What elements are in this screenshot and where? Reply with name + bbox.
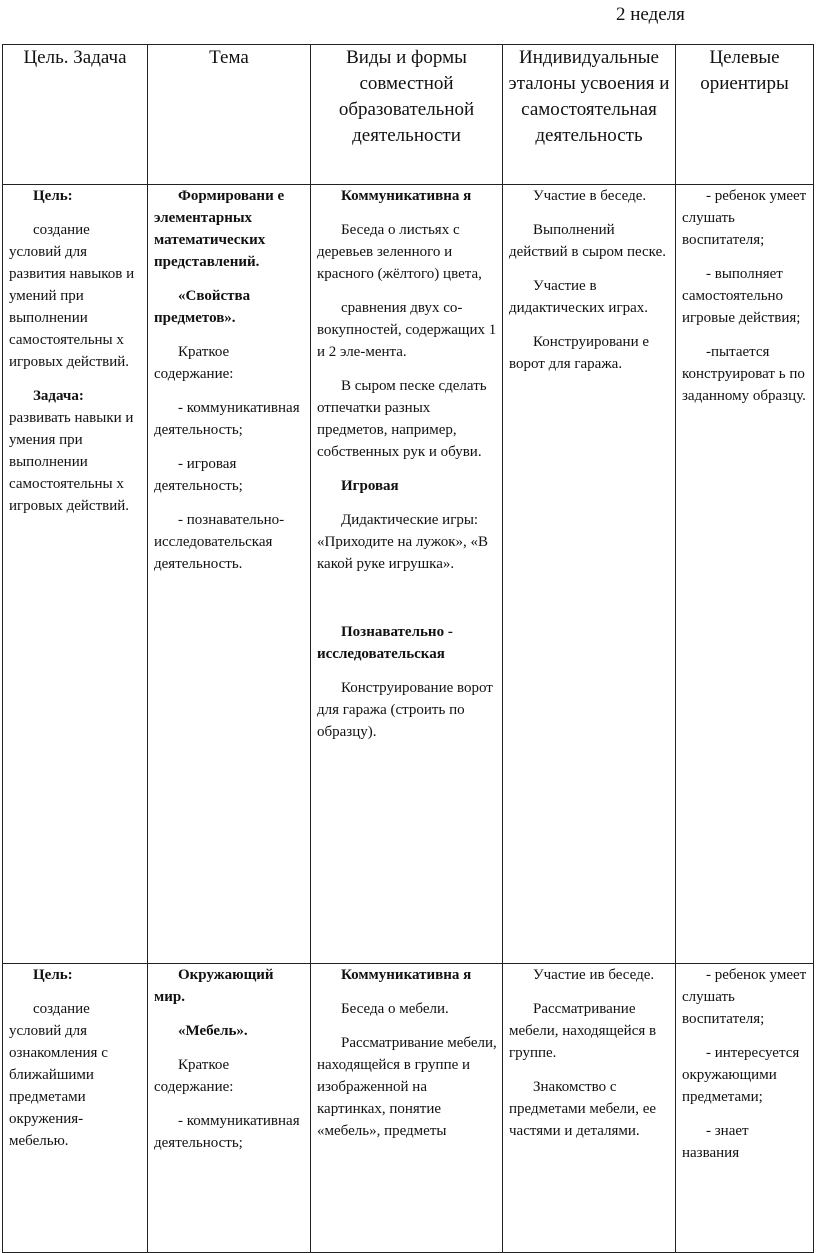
week-label: 2 неделя (616, 4, 685, 25)
individual-item: Рассматривание мебели, находящейся в группе. (509, 1001, 657, 1061)
topic-area: Формировани е элементарных математических представлений. (154, 188, 285, 270)
target-item: - знает названия (682, 1123, 749, 1161)
individual-cell (503, 185, 676, 964)
goal-cell (3, 185, 148, 964)
cog-title: Познавательно - исследовательская (317, 624, 453, 662)
task-text: развивать навыки и умения при выполнении самостоятельны х игровых действий. (9, 410, 134, 514)
game-text: Дидактические игры: «Приходите на лужок», «В какой руке игрушка». (317, 512, 488, 572)
individual-item: Выполнений действий в сыром песке. (509, 222, 666, 260)
table-row (3, 964, 814, 1253)
topic-summary: Краткое содержание: (154, 344, 234, 382)
topic-item: - игровая деятельность; (154, 456, 243, 494)
target-item: - интересуется окружающими предметами; (682, 1045, 800, 1105)
header-activities: Виды и формы совместной образовательной деятельности (311, 45, 503, 185)
comm-text: Беседа о листьях с деревьев зеленного и красного (жёлтого) цвета, (317, 222, 482, 282)
task-block (9, 385, 142, 517)
header-row (3, 45, 814, 185)
individual-item: Конструировани е ворот для гаража. (509, 334, 650, 372)
goal-title: Цель: (33, 188, 73, 204)
individual-item: Участие ив беседе. (533, 967, 655, 983)
header-goal: Цель. Задача (3, 45, 148, 185)
header-individual: Индивидуальные эталоны усвоения и самостоятельная деятельность (503, 45, 676, 185)
header-topic: Тема (148, 45, 311, 185)
individual-cell (503, 964, 676, 1253)
targets-cell (676, 185, 814, 964)
topic-summary: Краткое содержание: (154, 1057, 234, 1095)
comm-text: Беседа о мебели. (341, 1001, 449, 1017)
task-title: Задача: (33, 388, 84, 404)
goal-text: создание условий для развития навыков и умений при выполнении самостоятельны х игровых действий. (9, 222, 135, 370)
header-targets: Целевые ориентиры (676, 45, 814, 185)
goal-title: Цель: (33, 967, 73, 983)
comm-text: сравнения двух со-вокупностей, содержащих 1 и 2 эле-мента. (317, 300, 497, 360)
target-item: - выполняет самостоятельно игровые действия; (682, 266, 801, 326)
activities-cell (311, 185, 503, 964)
lesson-plan-table (2, 44, 814, 1253)
target-item: -пытается конструироват ь по заданному образцу. (682, 344, 806, 404)
target-item: - ребенок умеет слушать воспитателя; (682, 188, 807, 248)
targets-cell (676, 964, 814, 1253)
goal-text: создание условий для ознакомления с ближайшими предметами окружения-мебелью. (9, 1001, 108, 1149)
topic-name: «Мебель». (178, 1023, 248, 1039)
topic-cell (148, 964, 311, 1253)
individual-item: Участие в дидактических играх. (509, 278, 649, 316)
goal-cell (3, 964, 148, 1253)
comm-title: Коммуникативна я (341, 188, 472, 204)
topic-item: - коммуникативная деятельность; (154, 1113, 300, 1151)
activities-cell (311, 964, 503, 1253)
target-item: - ребенок умеет слушать воспитателя; (682, 967, 807, 1027)
topic-area: Окружающий мир. (154, 967, 274, 1005)
individual-item: Знакомство с предметами мебели, ее частями и деталями. (509, 1079, 657, 1139)
cog-text: Конструирование ворот для гаража (строить по образцу). (317, 680, 493, 740)
comm-text: В сыром песке сделать отпечатки разных предметов, например, собственных рук и обуви. (317, 378, 487, 460)
comm-text: Рассматривание мебели, находящейся в группе и изображенной на картинках, понятие «мебель», предметы (317, 1035, 497, 1139)
table-row (3, 185, 814, 964)
topic-cell (148, 185, 311, 964)
comm-title: Коммуникативна я (341, 967, 472, 983)
game-title: Игровая (341, 478, 399, 494)
topic-item: - познавательно-исследовательская деятельность. (154, 512, 285, 572)
topic-name: «Свойства предметов». (154, 288, 251, 326)
individual-item: Участие в беседе. (533, 188, 647, 204)
topic-item: - коммуникативная деятельность; (154, 400, 300, 438)
